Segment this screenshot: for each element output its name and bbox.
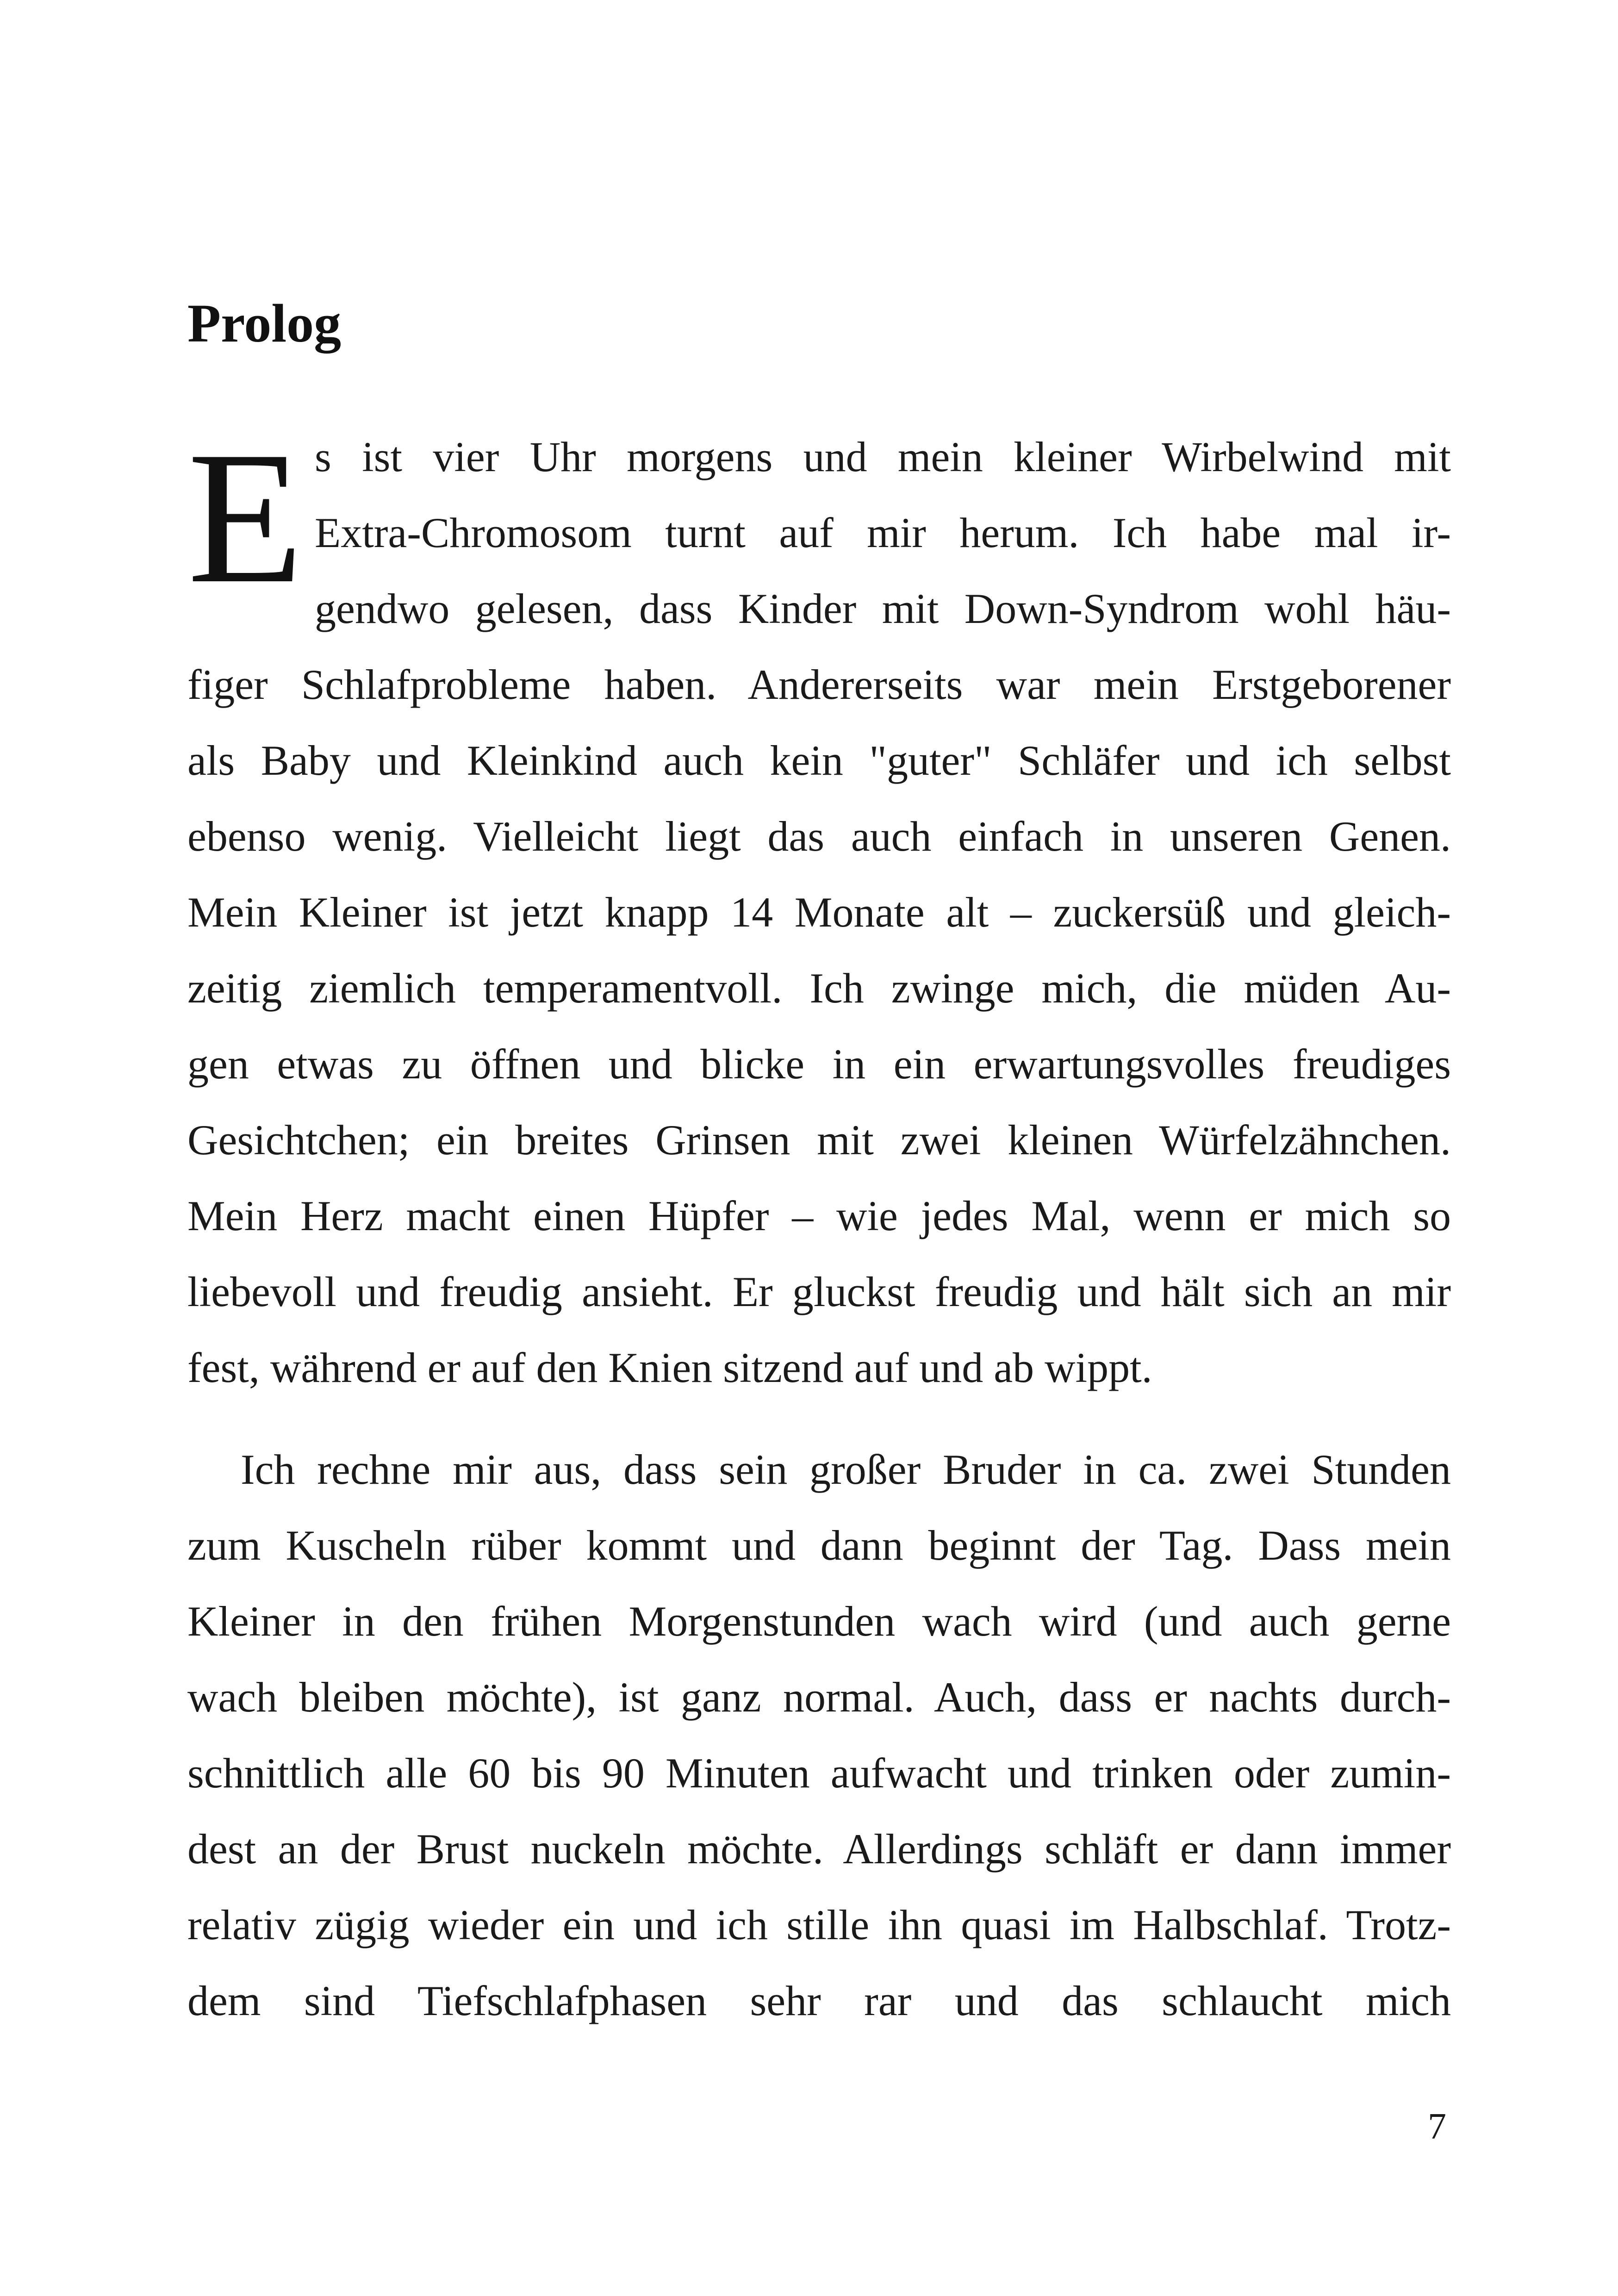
text-line: gendwo gelesen, dass Kinder mit Down-Syndrom wohl häu- (315, 585, 1451, 632)
text-line: dem sind Tiefschlafphasen sehr rar und das schlaucht mich (187, 1977, 1451, 2024)
page-number: 7 (1428, 2106, 1446, 2147)
text-line: liebevoll und freudig ansieht. Er gluckst freudig und hält sich an mir (187, 1268, 1451, 1315)
text-line: Kleiner in den frühen Morgenstunden wach wird (und auch gerne (187, 1598, 1451, 1645)
text-line: wach bleiben möchte), ist ganz normal. Auch, dass er nachts durch- (187, 1674, 1451, 1721)
text-line: als Baby und Kleinkind auch kein "guter" Schläfer und ich selbst (187, 737, 1451, 784)
text-line: relativ zügig wieder ein und ich stille ihn quasi im Halbschlaf. Trotz- (187, 1901, 1451, 1948)
paragraph-1 (187, 412, 1451, 1406)
text-line: zeitig ziemlich temperamentvoll. Ich zwinge mich, die müden Au- (187, 964, 1451, 1012)
text-line: gen etwas zu öffnen und blicke in ein erwartungsvolles freudiges (187, 1040, 1451, 1088)
text-line: fest, während er auf den Knien sitzend auf und ab wippt. (187, 1344, 1152, 1391)
text-line: zum Kuscheln rüber kommt und dann beginnt der Tag. Dass mein (187, 1522, 1451, 1569)
text-line: Mein Herz macht einen Hüpfer – wie jedes Mal, wenn er mich so (187, 1192, 1451, 1239)
text-line: Extra-Chromosom turnt auf mir herum. Ich habe mal ir- (315, 509, 1451, 556)
text-line: figer Schlafprobleme haben. Andererseits war mein Erstgeborener (187, 661, 1451, 708)
text-line: ebenso wenig. Vielleicht liegt das auch einfach in unseren Genen. (187, 813, 1451, 860)
text-line: dest an der Brust nuckeln möchte. Allerdings schläft er dann immer (187, 1825, 1451, 1873)
text-line: Ich rechne mir aus, dass sein großer Bruder in ca. zwei Stunden (241, 1446, 1451, 1493)
drop-cap: E (187, 412, 304, 622)
paragraph-2 (187, 1431, 1451, 2039)
text-line: schnittlich alle 60 bis 90 Minuten aufwacht und trinken oder zumin- (187, 1749, 1451, 1797)
text-line: Gesichtchen; ein breites Grinsen mit zwei kleinen Würfelzähnchen. (187, 1116, 1451, 1164)
text-line: s ist vier Uhr morgens und mein kleiner Wirbelwind mit (315, 433, 1451, 480)
text-line: Mein Kleiner ist jetzt knapp 14 Monate alt – zuckersüß und gleich- (187, 889, 1451, 936)
chapter-title: Prolog (187, 293, 342, 354)
